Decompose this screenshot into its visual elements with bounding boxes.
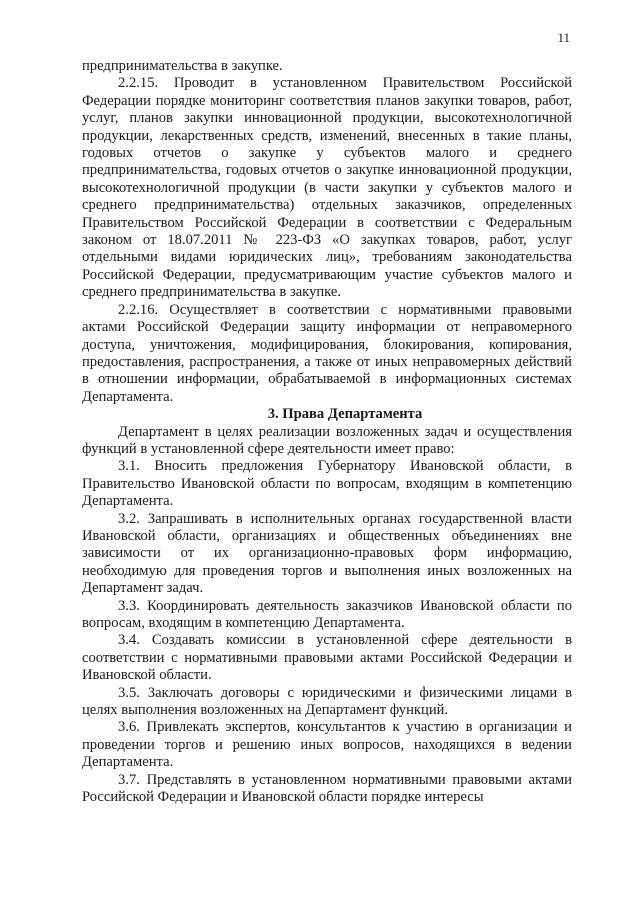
- paragraph-2-2-15: 2.2.15. Проводит в установленном Правительством Российской Федерации порядке мониторинг соответствия планов закупки товаров, работ, услуг, планов закупки инновационной продукции, высокотехнологичной продукции, лекарственных средств, изменений, внесенных в такие планы, годовых отчетов о закупке у субъектов малого и среднего предпринимательства, годовых отчетов о закупке инновационной продукции, высокотехнологичной продукции (в части закупки у субъектов малого и среднего предпринимательства) отдельных заказчиков, определенных Правительством Российской Федерации в соответствии с Федеральным законом от 18.07.2011 № 223-ФЗ «О закупках товаров, работ, услуг отдельными видами юридических лиц», требованиям законодательства Российской Федерации, предусматривающим участие субъектов малого и среднего предпринимательства в закупке.: [82, 75, 572, 301]
- paragraph-3-7: 3.7. Представлять в установленном нормативными правовыми актами Российской Федерации и Ивановской области порядке интересы: [82, 771, 572, 806]
- paragraph-3-2: 3.2. Запрашивать в исполнительных органах государственной власти Ивановской области, организациях и общественных объединениях вне зависимости от их организационно-правовых форм информацию, необходимую для проведения торгов и выполнения иных возложенных на Департамент задач.: [82, 510, 572, 597]
- section-heading: 3. Права Департамента: [267, 406, 423, 423]
- paragraph-3-4: 3.4. Создавать комиссии в установленной сфере деятельности в соответствии с нормативными правовыми актами Российской Федерации и Ивановской области.: [82, 632, 572, 684]
- paragraph-3-5: 3.5. Заключать договоры с юридическими и физическими лицами в целях выполнения возложенных на Департамент функций.: [82, 684, 572, 719]
- paragraph-2-2-16: 2.2.16. Осуществляет в соответствии с нормативными правовыми актами Российской Федерации защиту информации от неправомерного доступа, уничтожения, модифицирования, блокирования, копирования, предоставления, распространения, а также от иных неправомерных действий в отношении информации, обрабатываемой в информационных системах Департамента.: [82, 301, 572, 405]
- paragraph-3-3: 3.3. Координировать деятельность заказчиков Ивановской области по вопросам, входящим в компетенцию Департамента.: [82, 597, 572, 631]
- page-number: 11: [557, 30, 570, 45]
- paragraph-3-1: 3.1. Вносить предложения Губернатору Ивановской области, в Правительство Ивановской области по вопросам, входящим в компетенцию Департамента.: [82, 458, 572, 510]
- paragraph-intro: Департамент в целях реализации возложенных задач и осуществления функций в установленной сфере деятельности имеет право:: [82, 423, 572, 457]
- paragraph-continued: предпринимательства в закупке.: [82, 58, 283, 74]
- document-body: [82, 58, 572, 806]
- paragraph-3-6: 3.6. Привлекать экспертов, консультантов к участию в организации и проведении торгов и решению иных вопросов, находящихся в ведении Департамента.: [82, 719, 572, 771]
